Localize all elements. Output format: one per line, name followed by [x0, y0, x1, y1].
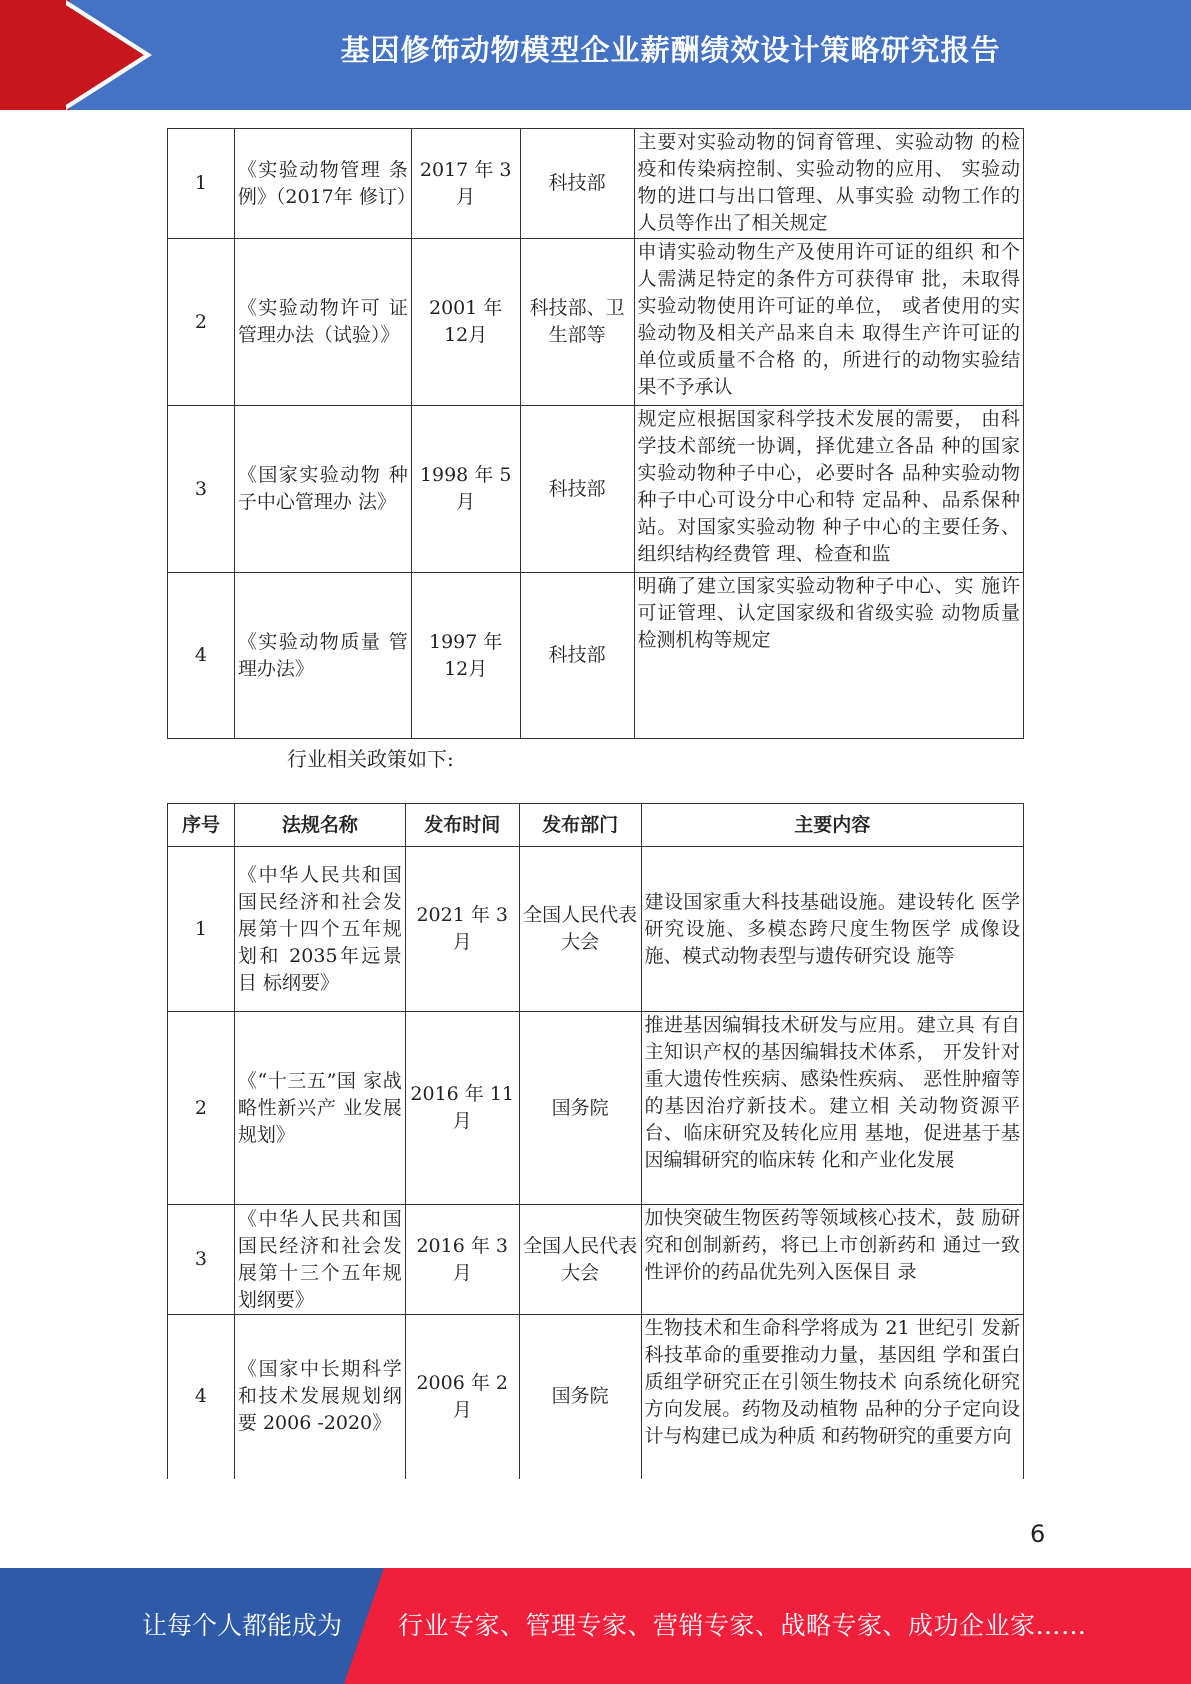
release-date: 2016 年 11月 [405, 1012, 519, 1205]
page-number: 6 [1030, 1520, 1046, 1548]
table-header-row [168, 804, 1024, 847]
release-dept: 科技部 [520, 573, 634, 739]
table-row [168, 129, 1024, 239]
regulation-name: 《中华人民共和国国民经济和社会发展第十四个五年规划和 2035年远景目 标纲要》 [234, 847, 405, 1012]
release-date: 2001 年 12月 [411, 239, 520, 406]
release-dept: 全国人民代表大会 [519, 847, 641, 1012]
main-content: 建设国家重大科技基础设施。建设转化 医学研究设施、多模态跨尺度生物医学 成像设施、模式动物表型与遗传研究设 施等 [641, 847, 1024, 1012]
main-content: 申请实验动物生产及使用许可证的组织 和个人需满足特定的条件方可获得审 批，未取得实验动物使用许可证的单位， 或者使用的实验动物及相关产品来自未 取得生产许可证的单位或质量不合格 的，所进行的动物实验结果不予承认 [634, 239, 1023, 406]
row-number: 4 [168, 1315, 235, 1479]
header-content: 主要内容 [641, 804, 1024, 847]
row-number: 4 [168, 573, 235, 739]
main-content: 生物技术和生命科学将成为 21 世纪引 发新科技革命的重要推动力量，基因组 学和蛋白质组学研究正在引领生物技术 向系统化研究方向发展。药物及动植物 品种的分子定向设计与构建已成为种质 和药物研究的重要方向 [641, 1315, 1024, 1479]
regulation-name: 《实验动物管理 条例》（2017年 修订） [234, 129, 411, 239]
release-date: 2006 年 2月 [405, 1315, 519, 1479]
table-row [168, 573, 1024, 739]
page-header [0, 0, 1191, 110]
main-content: 加快突破生物医药等领域核心技术，鼓 励研究和创制新药，将已上市创新药和 通过一致性评价的药品优先列入医保目 录 [641, 1205, 1024, 1315]
header-name: 法规名称 [234, 804, 405, 847]
table-row [168, 239, 1024, 406]
row-number: 3 [168, 406, 235, 573]
regulation-name: 《“十三五”国 家战略性新兴产 业发展规划》 [234, 1012, 405, 1205]
table-row [168, 406, 1024, 573]
regulation-name: 《实验动物许可 证管理办法（试验）》 [234, 239, 411, 406]
release-date: 1998 年 5月 [411, 406, 520, 573]
release-date: 2021 年 3月 [405, 847, 519, 1012]
row-number: 2 [168, 239, 235, 406]
footer-slogan-right: 行业专家、管理专家、营销专家、战略专家、成功企业家…… [398, 1611, 1087, 1640]
header-chevron-inner [58, 0, 144, 110]
main-content: 主要对实验动物的饲育管理、实验动物 的检疫和传染病控制、实验动物的应用、 实验动物的进口与出口管理、从事实验 动物工作的人员等作出了相关规定 [634, 129, 1023, 239]
regulation-name: 《国家中长期科学和技术发展规划纲要 2006 -2020》 [234, 1315, 405, 1479]
release-dept: 国务院 [519, 1315, 641, 1479]
table-row [168, 1315, 1024, 1479]
main-content: 推进基因编辑技术研发与应用。建立具 有自主知识产权的基因编辑技术体系， 开发针对重大遗传性疾病、感染性疾病、 恶性肿瘤等的基因治疗新技术。建立相 关动物资源平台、临床研究及转化应用 基地，促进基于基因编辑研究的临床转 化和产业化发展 [641, 1012, 1024, 1205]
table-row [168, 1205, 1024, 1315]
footer-slogan-left: 让每个人都能成为 [142, 1611, 343, 1640]
header-date: 发布时间 [405, 804, 519, 847]
row-number: 1 [168, 847, 235, 1012]
header-dept: 发布部门 [519, 804, 641, 847]
industry-policy-table [167, 803, 1024, 1479]
release-dept: 科技部 [520, 406, 634, 573]
report-title: 基因修饰动物模型企业薪酬绩效设计策略研究报告 [340, 33, 1001, 67]
release-dept: 国务院 [519, 1012, 641, 1205]
regulation-name: 《国家实验动物 种子中心管理办 法》 [234, 406, 411, 573]
policy-intro-text: 行业相关政策如下: [287, 747, 454, 771]
release-date: 1997 年 12月 [411, 573, 520, 739]
release-dept: 科技部、卫生部等 [520, 239, 634, 406]
main-content: 明确了建立国家实验动物种子中心、实 施许可证管理、认定国家级和省级实验 动物质量检测机构等规定 [634, 573, 1023, 739]
release-date: 2017 年 3月 [411, 129, 520, 239]
table-row [168, 847, 1024, 1012]
page-footer [0, 1568, 1191, 1684]
release-dept: 科技部 [520, 129, 634, 239]
release-date: 2016 年 3月 [405, 1205, 519, 1315]
regulation-table-continued [167, 128, 1024, 739]
header-no: 序号 [168, 804, 235, 847]
row-number: 1 [168, 129, 235, 239]
footer-blue-slant [344, 1568, 384, 1684]
row-number: 2 [168, 1012, 235, 1205]
regulation-name: 《中华人民共和国国民经济和社会发展第十三个五年规划纲要》 [234, 1205, 405, 1315]
main-content: 规定应根据国家科学技术发展的需要， 由科学技术部统一协调，择优建立各品 种的国家实验动物种子中心，必要时各 品种实验动物种子中心可设分中心和特 定品种、品系保种站。对国家实验动物 种子中心的主要任务、组织结构经费管 理、检查和监 [634, 406, 1023, 573]
release-dept: 全国人民代表大会 [519, 1205, 641, 1315]
row-number: 3 [168, 1205, 235, 1315]
table-row [168, 1012, 1024, 1205]
regulation-name: 《实验动物质量 管理办法》 [234, 573, 411, 739]
